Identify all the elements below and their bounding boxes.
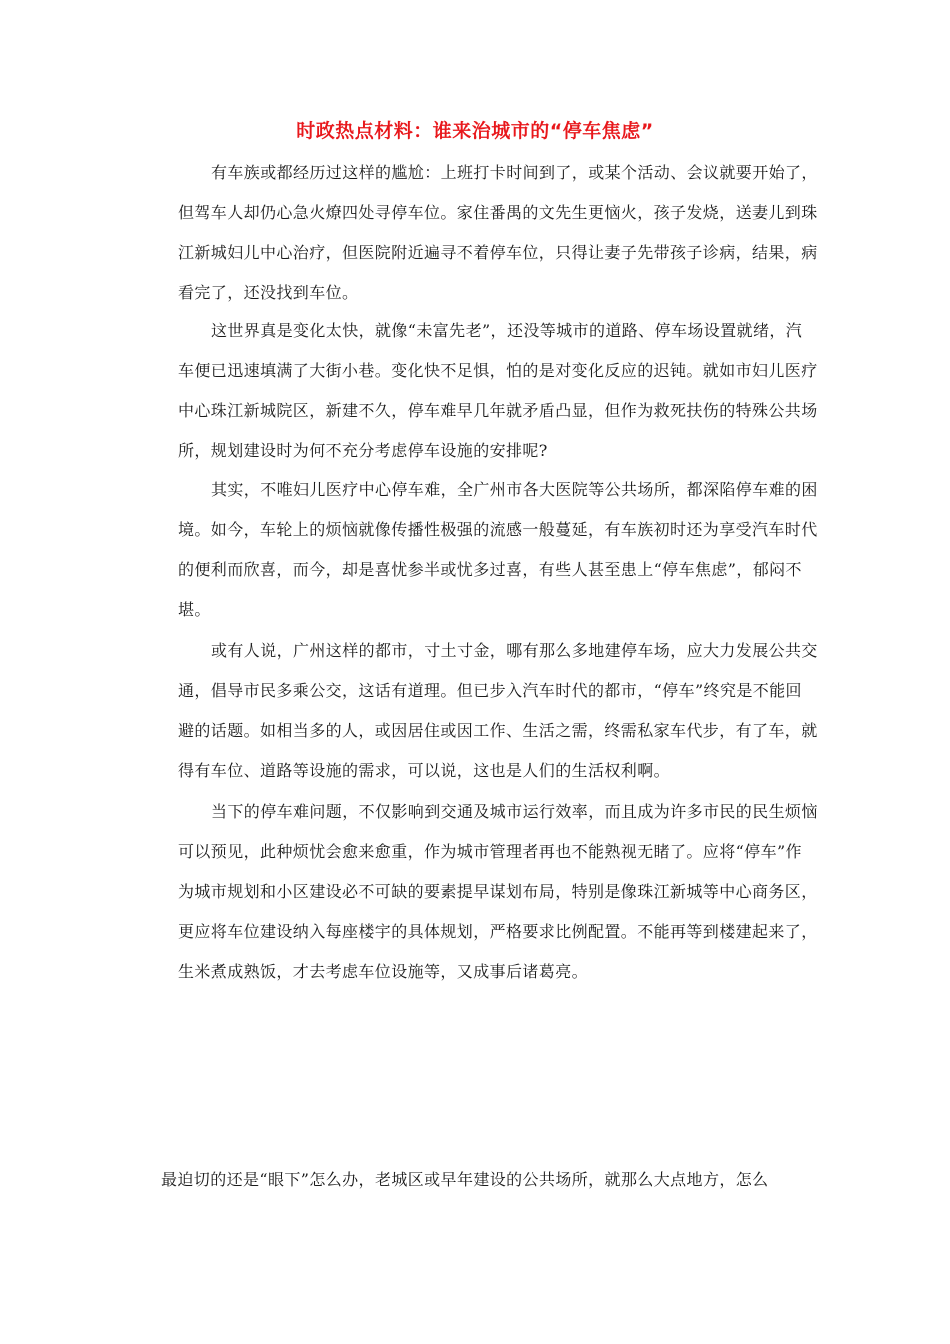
paragraph-line: 但驾车人却仍心急火燎四处寻停车位。家住番禺的文先生更恼火，孩子发烧，送妻儿到珠 — [178, 203, 818, 222]
paragraph-line: 得有车位、道路等设施的需求，可以说，这也是人们的生活权利啊。 — [178, 761, 671, 780]
paragraph-1 — [145, 153, 818, 313]
paragraph-5 — [145, 792, 818, 992]
paragraph-line: 中心珠江新城院区，新建不久，停车难早几年就矛盾凸显，但作为救死扶伤的特殊公共场 — [178, 401, 818, 420]
paragraph-line: 堪。 — [178, 600, 211, 619]
paragraph-line: 或有人说，广州这样的都市，寸土寸金，哪有那么多地建停车场，应大力发展公共交 — [211, 641, 818, 660]
paragraph-3 — [145, 470, 818, 630]
paragraph-4 — [145, 631, 818, 791]
continuation-line: 最迫切的还是“眼下”怎么办，老城区或早年建设的公共场所，就那么大点地方，怎么 — [161, 1170, 769, 1189]
paragraph-line: 可以预见，此种烦忧会愈来愈重，作为城市管理者再也不能熟视无睹了。应将“停车”作 — [178, 842, 802, 861]
paragraph-line: 其实，不唯妇儿医疗中心停车难，全广州市各大医院等公共场所，都深陷停车难的困 — [211, 480, 818, 499]
paragraph-2 — [145, 311, 818, 471]
paragraph-line: 看完了，还没找到车位。 — [178, 283, 359, 302]
paragraph-line: 更应将车位建设纳入每座楼宇的具体规划，严格要求比例配置。不能再等到楼建起来了， — [178, 922, 818, 941]
document-title: 时政热点材料：谁来治城市的“停车焦虑” — [296, 120, 654, 142]
paragraph-line: 为城市规划和小区建设必不可缺的要素提早谋划布局，特别是像珠江新城等中心商务区， — [178, 882, 818, 901]
paragraph-line: 有车族或都经历过这样的尴尬：上班打卡时间到了，或某个活动、会议就要开始了， — [211, 163, 818, 182]
paragraph-line: 境。如今，车轮上的烦恼就像传播性极强的流感一般蔓延，有车族初时还为享受汽车时代 — [178, 520, 818, 539]
paragraph-line: 的便利而欣喜，而今，却是喜忧参半或忧多过喜，有些人甚至患上“停车焦虑”，郁闷不 — [178, 560, 802, 579]
paragraph-line: 车便已迅速填满了大街小巷。变化快不足惧，怕的是对变化反应的迟钝。就如市妇儿医疗 — [178, 361, 818, 380]
paragraph-line: 通，倡导市民多乘公交，这话有道理。但已步入汽车时代的都市，“停车”终究是不能回 — [178, 681, 802, 700]
paragraph-line: 这世界真是变化太快，就像“未富先老”，还没等城市的道路、停车场设置就绪，汽 — [211, 321, 803, 340]
paragraph-line: 江新城妇儿中心治疗，但医院附近遍寻不着停车位，只得让妻子先带孩子诊病，结果，病 — [178, 243, 818, 262]
paragraph-line: 生米煮成熟饭，才去考虑车位设施等，又成事后诸葛亮。 — [178, 962, 589, 981]
paragraph-line: 避的话题。如相当多的人，或因居住或因工作、生活之需，终需私家车代步，有了车，就 — [178, 721, 818, 740]
paragraph-line: 当下的停车难问题，不仅影响到交通及城市运行效率，而且成为许多市民的民生烦恼 — [211, 802, 818, 821]
paragraph-line: 所，规划建设时为何不充分考虑停车设施的安排呢? — [178, 441, 548, 460]
